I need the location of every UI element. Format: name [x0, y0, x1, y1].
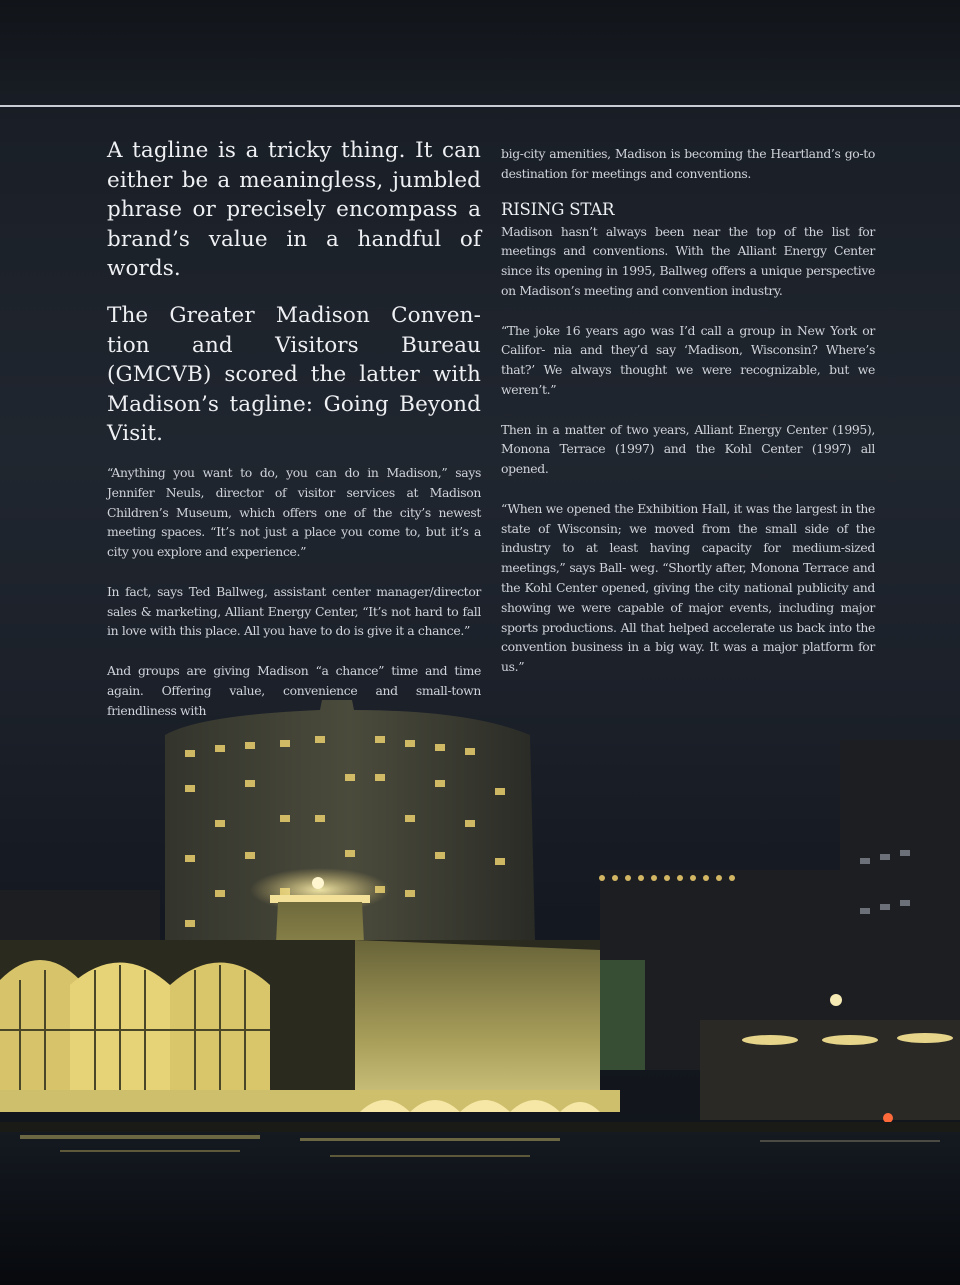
- body-paragraph-continued: big-city amenities, Madison is becoming the Heartland’s go-to destination for meetings and conventions.: [501, 146, 875, 181]
- arched-glass-facade: [0, 940, 645, 1112]
- body-paragraph: And groups are giving Madison “a chance” time and time again. Offering value, convenience and small-town friendliness with: [107, 662, 481, 718]
- section-heading: RISING STAR: [501, 199, 615, 219]
- body-paragraph: “Anything you want to do, you can do in Madison,” says Jennifer Neuls, director of visitor services at Madison Children’s Museum, which offers one of the city’s newest meeting spaces. “It’s not just a place you come to, but it’s a city you explore and experience.”: [107, 464, 481, 560]
- body-paragraph: “When we opened the Exhibition Hall, it was the largest in the state of Wisconsin; we moved from the small side of the industry to at least having capacity for medium-sized meetings,” says Ball- weg. “Shortly after, Monona Terrace and the Kohl Center opened, giving the city national publicity and showing we were capable of major events, including major sports productions. All that helped accelerate us back into the convention business in a big way. It was a major platform for us.”: [501, 500, 875, 675]
- lake-water: [0, 1130, 960, 1285]
- body-paragraph: Then in a matter of two years, Alliant Energy Center (1995), Monona Terrace (1997) and the Kohl Center (1997) all opened.: [501, 421, 875, 477]
- right-column: [501, 144, 875, 697]
- body-paragraph: “The joke 16 years ago was I’d call a group in New York or Califor- nia and they’d say ‘Madison, Wisconsin? Where’s that?’ We always thought we were recognizable, but we weren’t.”: [501, 322, 875, 397]
- lead-paragraph: The Greater Madison Conven- tion and Visitors Bureau (GMCVB) scored the latter with Madison’s tagline: Going Beyond Visit.: [107, 302, 481, 447]
- night-skyline-photo: [0, 640, 960, 1285]
- shoreline: [0, 1122, 960, 1132]
- top-rule-divider: [0, 105, 960, 107]
- body-paragraph: In fact, says Ted Ballweg, assistant center manager/director sales & marketing, Alliant Energy Center, “It’s not hard to fall in love with this place. All you have to do is give it a chance.”: [107, 583, 481, 639]
- lead-paragraph: A tagline is a tricky thing. It can either be a meaningless, jumbled phrase or precisely encompass a brand’s value in a handful of words.: [107, 138, 481, 282]
- body-paragraph: Madison hasn’t always been near the top of the list for meetings and conventions. With the Alliant Energy Center since its opening in 1995, Ballweg offers a unique perspective on Madison’s meeting and convention industry.: [501, 223, 875, 298]
